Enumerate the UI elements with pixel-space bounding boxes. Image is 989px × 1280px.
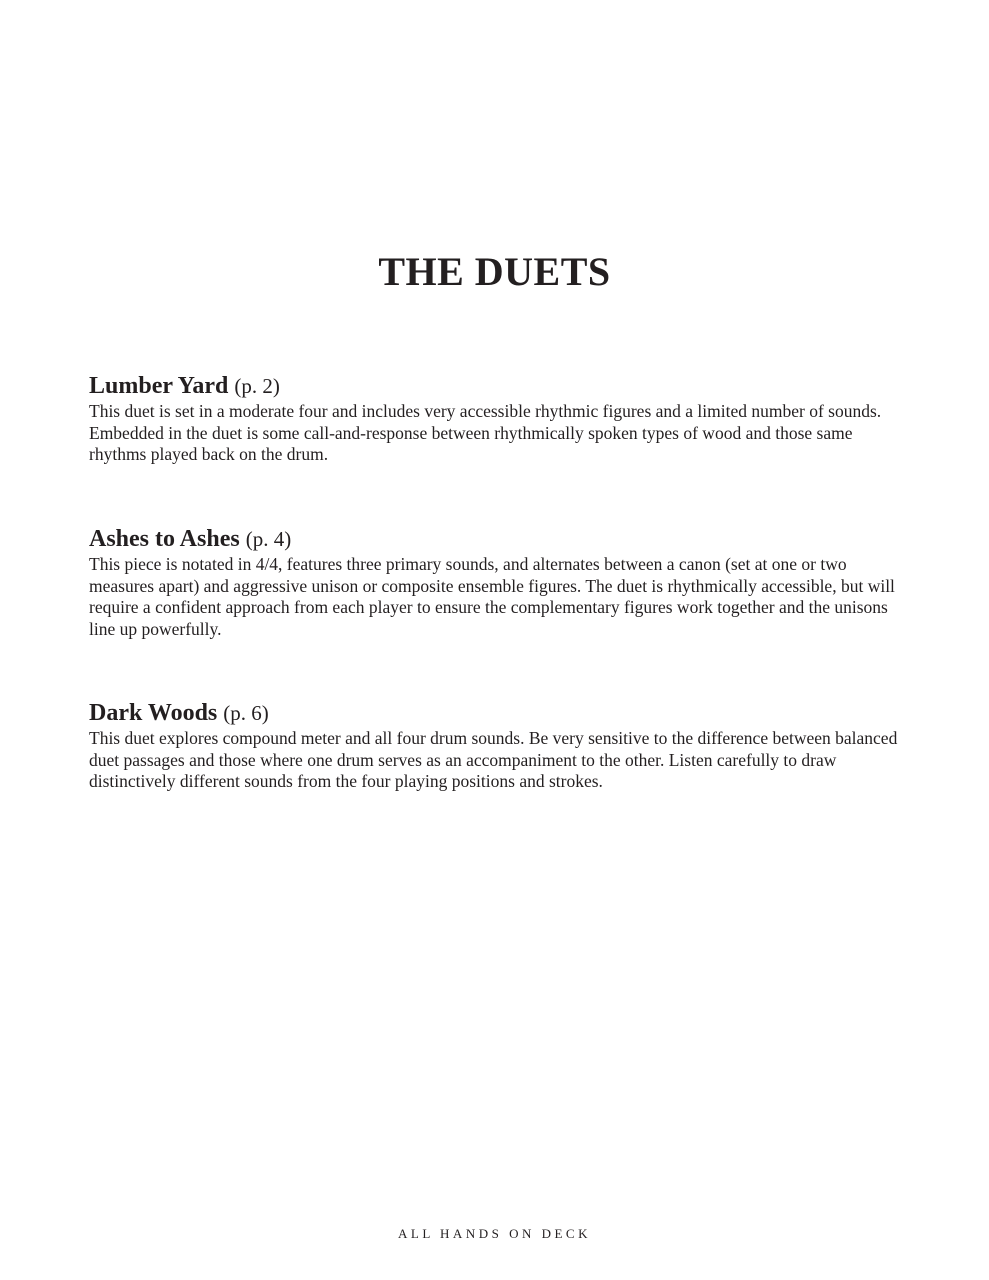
- duet-section-ashes-to-ashes: [89, 524, 909, 640]
- duet-title: Lumber Yard: [89, 373, 229, 399]
- duet-heading: [89, 524, 909, 554]
- duet-description: This duet explores compound meter and all four drum sounds. Be very sensitive to the difference between balanced duet passages and those where one drum serves as an accompaniment to the other. Listen carefully to draw distinctively different sounds from the four playing positions and strokes.: [89, 728, 898, 791]
- page-reference: (p. 2): [234, 374, 280, 398]
- duet-section-dark-woods: [89, 698, 909, 793]
- duet-title: Dark Woods: [89, 700, 218, 726]
- page-reference: (p. 6): [223, 701, 269, 725]
- duet-description: This piece is notated in 4/4, features three primary sounds, and alternates between a canon (set at one or two measures apart) and aggressive unison or composite ensemble figures. The duet is rhythmically accessible, but will require a confident approach from each player to ensure the complementary figures work together and the unisons line up powerfully.: [89, 554, 895, 639]
- duet-heading: [89, 698, 909, 728]
- duet-section-lumber-yard: [89, 371, 909, 466]
- duet-description: This duet is set in a moderate four and includes very accessible rhythmic figures and a limited number of sounds. Embedded in the duet is some call-and-response between rhythmically spoken types of wood and those same rhythms played back on the drum.: [89, 401, 882, 464]
- duet-heading: [89, 371, 909, 401]
- page-reference: (p. 4): [245, 527, 292, 551]
- page-footer: ALL HANDS ON DECK: [398, 1226, 591, 1241]
- page-title: THE DUETS: [378, 249, 611, 294]
- duet-title: Ashes to Ashes: [89, 526, 240, 552]
